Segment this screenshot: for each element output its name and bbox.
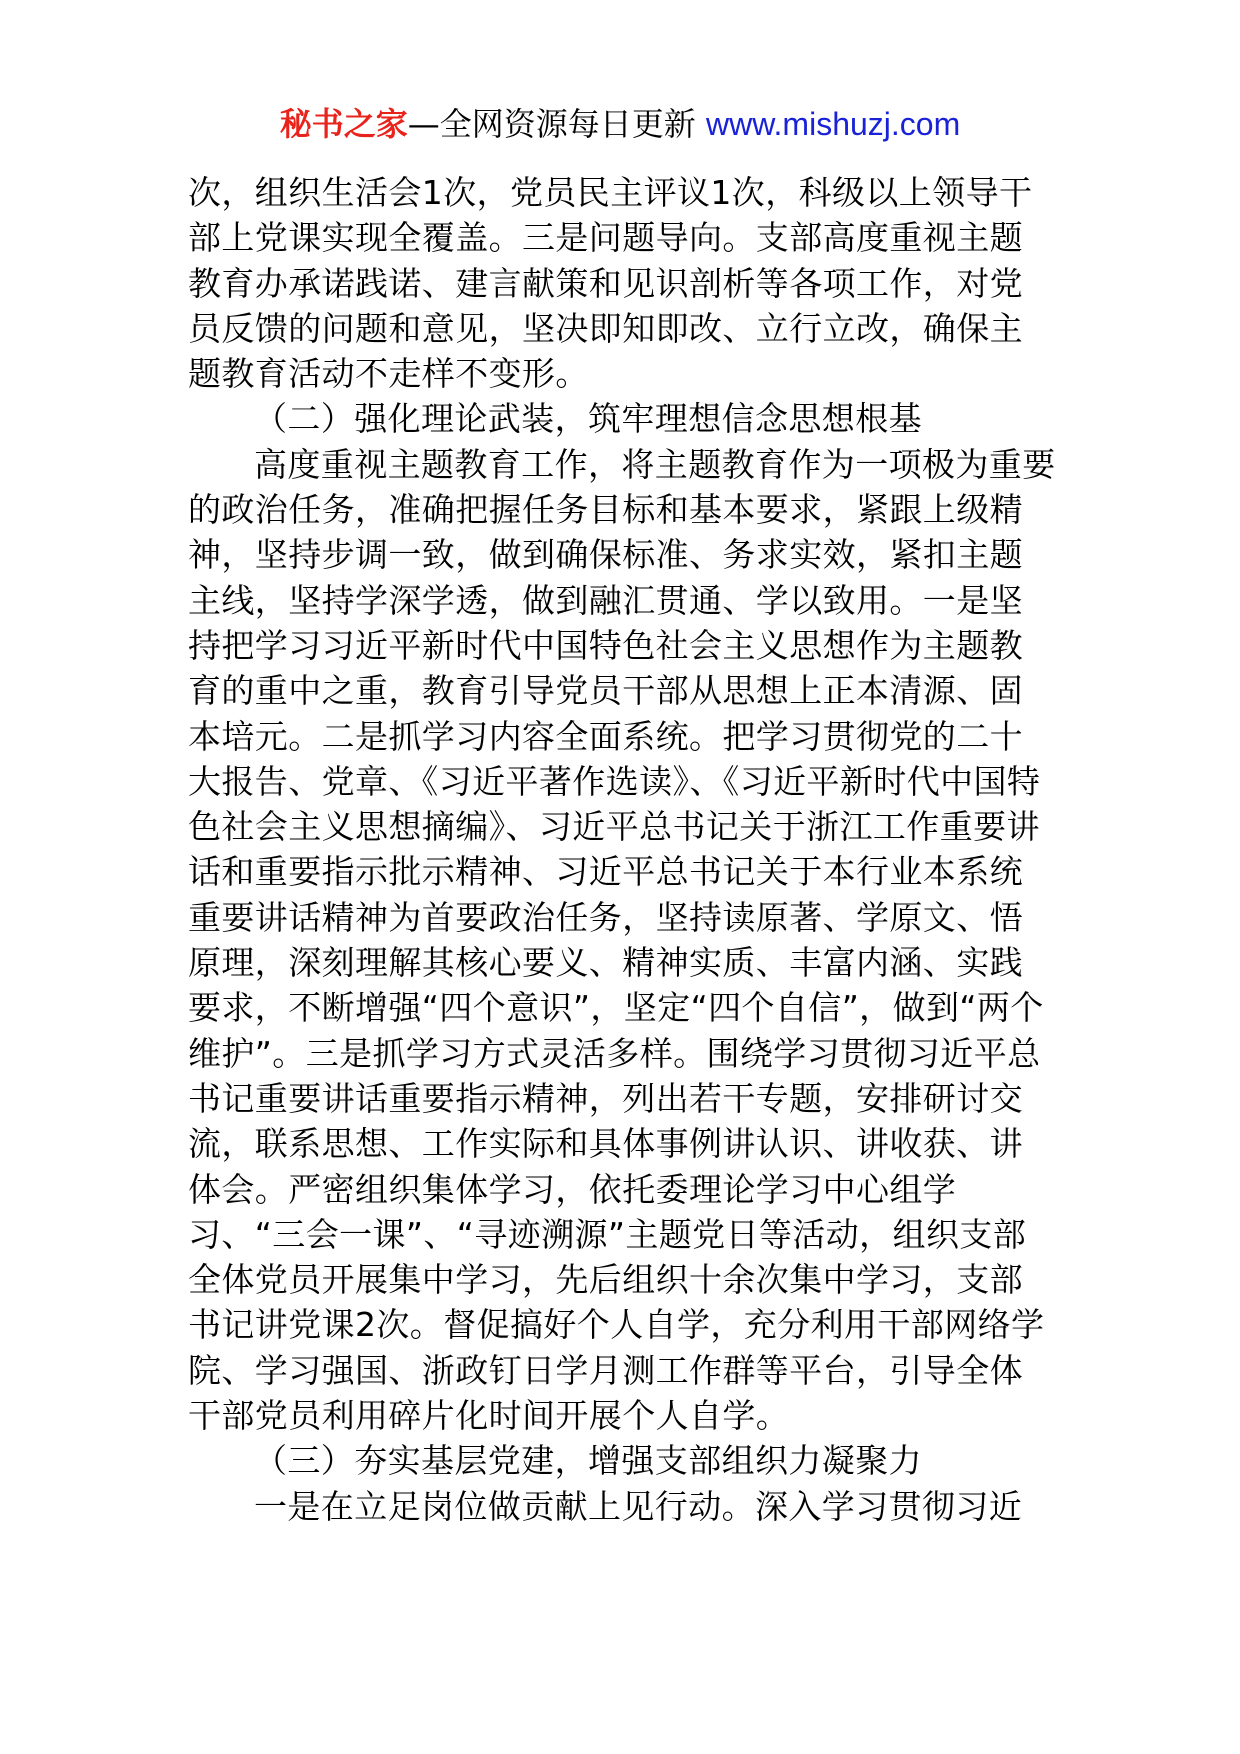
paragraph-theory: 高度重视主题教育工作，将主题教育作为一项极为重要的政治任务，准确把握任务目标和基本要求，紧跟上级精神，坚持步调一致，做到确保标准、务求实效，紧扣主题主线，坚持学深学透，做到融汇贯通、学以致用。一是坚持把学习习近平新时代中国特色社会主义思想作为主题教育的重中之重，教育引导党员干部从思想上正本清源、固本培元。二是抓学习内容全面系统。把学习贯彻党的二十大报告、党章、《习近平著作选读》、《习近平新时代中国特色社会主义思想摘编》、习近平总书记关于浙江工作重要讲话和重要指示批示精神、习近平总书记关于本行业本系统重要讲话精神为首要政治任务，坚持读原著、学原文、悟原理，深刻理解其核心要义、精神实质、丰富内涵、实践要求，不断增强“四个意识”，坚定“四个自信”，做到“两个维护”。三是抓学习方式灵活多样。围绕学习贯彻习近平总书记重要讲话重要指示精神，列出若干专题，安排研讨交流，联系思想、工作实际和具体事例讲认识、讲收获、讲体会。严密组织集体学习，依托委理论学习中心组学习、“三会一课”、“寻迹溯源”主题党日等活动，组织支部全体党员开展集中学习，先后组织十余次集中学习，支部书记讲党课2次。督促搞好个人自学，充分利用干部网络学院、学习强国、浙政钉日学月测工作群等平台，引导全体干部党员利用碎片化时间开展个人自学。 xyxy=(188,444,1056,1436)
paragraph-action: 一是在立足岗位做贡献上见行动。深入学习贯彻习近 xyxy=(254,1486,1023,1526)
section-heading-3: （三）夯实基层党建，增强支部组织力凝聚力 xyxy=(254,1441,922,1481)
brand-name: 秘书之家 xyxy=(279,105,408,143)
header-tagline: —全网资源每日更新 xyxy=(407,105,706,143)
section-heading-2: （二）强化理论武装，筑牢理想信念思想根基 xyxy=(254,399,922,439)
site-header xyxy=(0,104,1240,144)
site-url[interactable]: www.mishuzj.com xyxy=(705,106,961,142)
document-body xyxy=(188,170,1056,1529)
paragraph-continuation: 次，组织生活会1次，党员民主评议1次，科级以上领导干部上党课实现全覆盖。三是问题导向。支部高度重视主题教育办承诺践诺、建言献策和见识剖析等各项工作，对党员反馈的问题和意见，坚决即知即改、立行立改，确保主题教育活动不走样不变形。 xyxy=(188,173,1033,394)
